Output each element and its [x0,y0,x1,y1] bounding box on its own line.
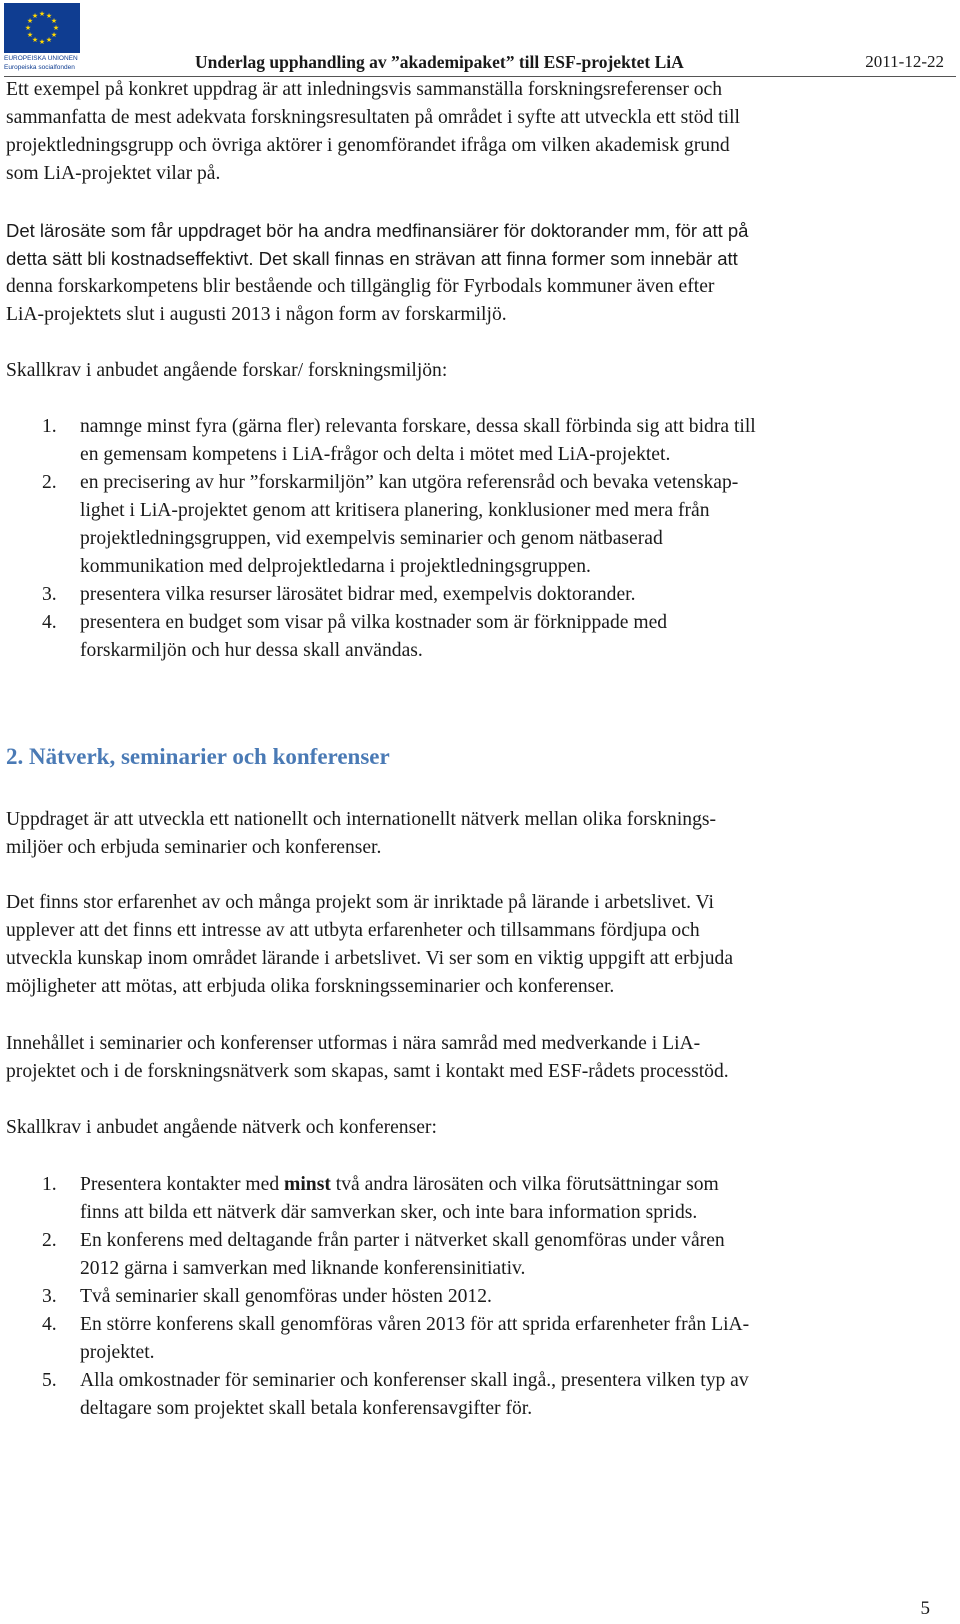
svg-text:★: ★ [50,31,58,39]
list-item: deltagare som projektet skall betala konferensavgifter för. [80,1398,533,1419]
svg-text:★: ★ [24,24,32,32]
list-item: en precisering av hur ”forskarmiljön” kan utgöra referensråd och bevaka vetenskap- [80,472,739,493]
list-number: 1. [42,1174,57,1195]
list-number: 4. [42,612,57,633]
list-number: 2. [42,1230,57,1251]
paragraph-line: projektledningsgrupp och övriga aktörer i genomförandet ifråga om vilken akademisk grund [6,135,730,156]
list-item: namnge minst fyra (gärna fler) relevanta forskare, dessa skall förbinda sig att bidra till [80,416,756,437]
paragraph-line: upplever att det finns ett intresse av att utbyta erfarenheter och tillsammans fördjupa och [6,920,700,941]
logo-text-1: EUROPEISKA UNIONEN [4,55,78,62]
svg-text:★: ★ [45,36,53,44]
svg-text:★: ★ [26,17,34,25]
document-title: Underlag upphandling av ”akademipaket” till ESF-projektet LiA [195,52,684,72]
page-number: 5 [920,1598,930,1619]
paragraph-line: Det lärosäte som får uppdraget bör ha andra medfinansiärer för doktorander mm, för att på [6,220,749,241]
logo-text-2: Europeiska socialfonden [4,64,75,71]
list-item: kommunikation med delprojektledarna i projektledningsgruppen. [80,556,591,577]
list-item: Två seminarier skall genomföras under hösten 2012. [80,1286,492,1307]
list-item [80,1171,719,1199]
list-item: finns att bilda ett nätverk där samverkan sker, och inte bara information sprids. [80,1202,698,1223]
list-item: lighet i LiA-projektet genom att kritisera planering, konklusioner med mera från [80,500,710,521]
document-date: 2011-12-22 [865,52,944,71]
svg-text:★: ★ [45,12,53,20]
svg-text:★: ★ [31,12,39,20]
section-heading: 2. Nätverk, seminarier och konferenser [6,744,390,769]
paragraph-line: utveckla kunskap inom området lärande i arbetslivet. Vi ser som en viktig uppgift att erbjuda [6,948,734,969]
emphasis-text: minst [284,1174,331,1195]
svg-text:★: ★ [26,31,34,39]
eu-flag-icon [4,3,80,53]
list-item: presentera vilka resurser lärosätet bidrar med, exempelvis doktorander. [80,584,636,605]
list-item: En konferens med deltagande från parter i nätverket skall genomföras under våren [80,1230,725,1251]
list-item-text: två andra lärosäten och vilka förutsättningar som [330,1174,719,1195]
list-item: 2012 gärna i samverkan med liknande konferensinitiativ. [80,1258,526,1279]
paragraph-line: Det finns stor erfarenhet av och många projekt som är inriktade på lärande i arbetslivet. Vi [6,892,714,913]
svg-text:★: ★ [31,36,39,44]
svg-text:★: ★ [38,38,46,46]
list-number: 1. [42,416,57,437]
paragraph-line: detta sätt bli kostnadseffektivt. Det skall finnas en strävan att finna former som innebär att [6,248,738,269]
list-item: En större konferens skall genomföras våren 2013 för att sprida erfarenheter från LiA- [80,1314,750,1335]
paragraph-line: sammanfatta de mest adekvata forskningsresultaten på området i syfte att utveckla ett stöd till [6,107,740,128]
eu-logo [4,3,82,71]
list-number: 3. [42,584,57,605]
svg-text:★: ★ [52,24,60,32]
paragraph-line: Uppdraget är att utveckla ett nationellt och internationellt nätverk mellan olika forsknings- [6,809,717,830]
paragraph-line: Ett exempel på konkret uppdrag är att inledningsvis sammanställa forskningsreferenser och [6,79,723,100]
list-item: forskarmiljön och hur dessa skall användas. [80,640,423,661]
list-number: 3. [42,1286,57,1307]
list-number: 2. [42,472,57,493]
svg-text:★: ★ [50,17,58,25]
list-item: projektet. [80,1342,155,1363]
paragraph-line: miljöer och erbjuda seminarier och konferenser. [6,837,382,858]
paragraph-line: projektet och i de forskningsnätverk som skapas, samt i kontakt med ESF-rådets processtöd. [6,1061,729,1082]
requirements-heading: Skallkrav i anbudet angående nätverk och konferenser: [6,1117,437,1138]
list-item: projektledningsgruppen, vid exempelvis seminarier och genom nätbaserad [80,528,663,549]
list-item-text: Presentera kontakter med [80,1174,285,1195]
requirements-heading: Skallkrav i anbudet angående forskar/ forskningsmiljön: [6,360,448,381]
paragraph-line: denna forskarkompetens blir bestående och tillgänglig för Fyrbodals kommuner även efter [6,276,715,297]
list-item: en gemensam kompetens i LiA-frågor och delta i mötet med LiA-projektet. [80,444,671,465]
list-number: 5. [42,1370,57,1391]
list-number: 4. [42,1314,57,1335]
paragraph-line: möjligheter att mötas, att erbjuda olika forskningsseminarier och konferenser. [6,976,615,997]
list-item: Alla omkostnader för seminarier och konferenser skall ingå., presentera vilken typ av [80,1370,749,1391]
paragraph-line: Innehållet i seminarier och konferenser utformas i nära samråd med medverkande i LiA- [6,1033,701,1054]
paragraph-line: LiA-projektets slut i augusti 2013 i någon form av forskarmiljö. [6,304,507,325]
paragraph-line: som LiA-projektet vilar på. [6,163,221,184]
svg-text:★: ★ [38,10,46,18]
list-item: presentera en budget som visar på vilka kostnader som är förknippade med [80,612,668,633]
